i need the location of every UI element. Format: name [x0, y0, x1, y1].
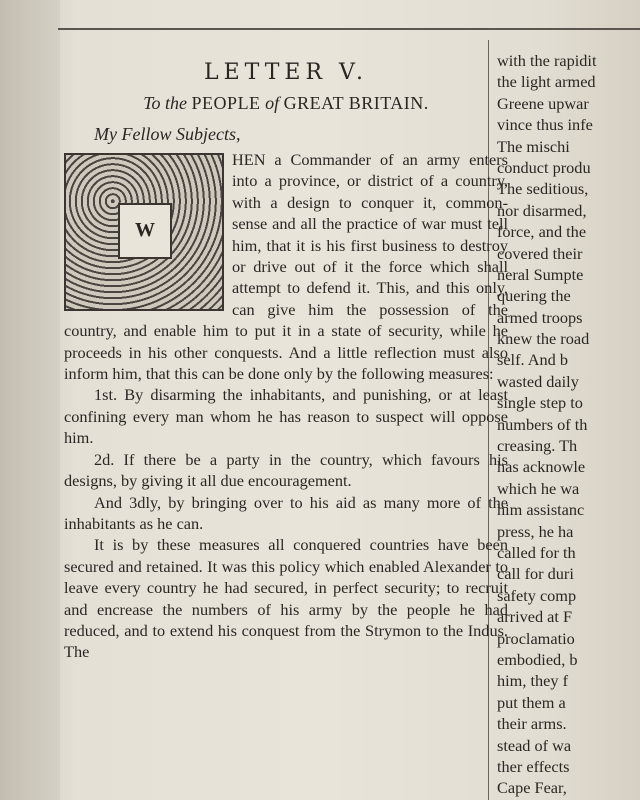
column-line: put them a [497, 692, 566, 712]
dropcap-letter: W [118, 203, 172, 259]
column-line: Cape Fear, [497, 778, 567, 798]
column-line: which he wa [497, 478, 580, 498]
address-pre: To the [143, 93, 188, 113]
letter-heading: LETTER V. [203, 60, 369, 85]
column-line: embodied, b [497, 649, 578, 669]
column-line: him assistanc [497, 500, 585, 520]
column-line: covered their [497, 243, 583, 263]
column-line: called for th [497, 542, 576, 562]
first-paragraph: HEN a Commander of an army enters into a province, or district of a country, with a design to conquer it, common-sense and all the practice of war must tell him, that it is his first business to destroy or drive out of it the force which shall attempt to defend it. This, and this only, can give him the possession of the country, and enable him to put it in a state of security, while he proceeds in his other conquests. And a little reflection must also inform him, that this can be done only by the following measures: [64, 150, 508, 384]
column-line: neral Sumpte [497, 264, 584, 284]
column-line: him, they f [497, 671, 568, 691]
column-line: safety comp [497, 585, 577, 605]
column-line: numbers of th [497, 414, 588, 434]
column-line: quering the [497, 286, 571, 306]
letter-body [64, 149, 508, 663]
column-line: has acknowle [497, 457, 586, 477]
column-line: single step to [497, 393, 583, 413]
column-line: The mischi [497, 136, 570, 156]
column-line: vince thus infe [497, 115, 593, 135]
column-line: creasing. Th [497, 436, 578, 456]
adjacent-column [497, 50, 640, 799]
paragraph-4: It is by these measures all conquered countries have been secured and retained. It was this policy which enabled Alexander to leave every country he had secured, in perfect security; to recruit and encrease the numbers of his army by the people he had reduced, and to extend his conquest from the Strymon to the Indus. The [64, 535, 508, 662]
column-line: the light armed [497, 72, 596, 92]
column-line: knew the road [497, 329, 590, 349]
left-margin-column [0, 0, 60, 800]
column-line: ther effects [497, 756, 570, 776]
column-line: press, he ha [497, 521, 574, 541]
column-line: wasted daily [497, 371, 579, 391]
column-line: stead of wa [497, 735, 572, 755]
column-line: proclamatio [497, 628, 575, 648]
paragraph-2: 2d. If there be a party in the country, which favours his designs, by giving it all due encouragement. [64, 449, 508, 491]
column-line: The seditious, [497, 179, 589, 199]
salutation: My Fellow Subjects, [94, 124, 241, 144]
column-line: force, and the [497, 222, 587, 242]
address-great-britain: GREAT BRITAIN. [283, 93, 429, 113]
address-of: of [265, 93, 280, 113]
ornamental-dropcap [64, 153, 224, 311]
column-line: conduct produ [497, 157, 591, 177]
column-line: armed troops [497, 307, 583, 327]
letter-address [64, 93, 508, 114]
column-line: nor disarmed, [497, 200, 587, 220]
letter-article [64, 52, 508, 663]
column-line: arrived at F [497, 607, 573, 627]
column-line: their arms. [497, 714, 567, 734]
column-line: Greene upwar [497, 93, 589, 113]
column-line: self. And b [497, 350, 568, 370]
column-line: with the rapidit [497, 51, 597, 70]
top-rule [58, 28, 640, 30]
address-people: PEOPLE [191, 93, 261, 113]
column-line: call for duri [497, 564, 574, 584]
paragraph-1: 1st. By disarming the inhabitants, and punishing, or at least confining every man whom he has reason to suspect will oppose him. [64, 385, 508, 448]
paragraph-3: And 3dly, by bringing over to his aid as many more of the inhabitants as he can. [64, 492, 508, 533]
